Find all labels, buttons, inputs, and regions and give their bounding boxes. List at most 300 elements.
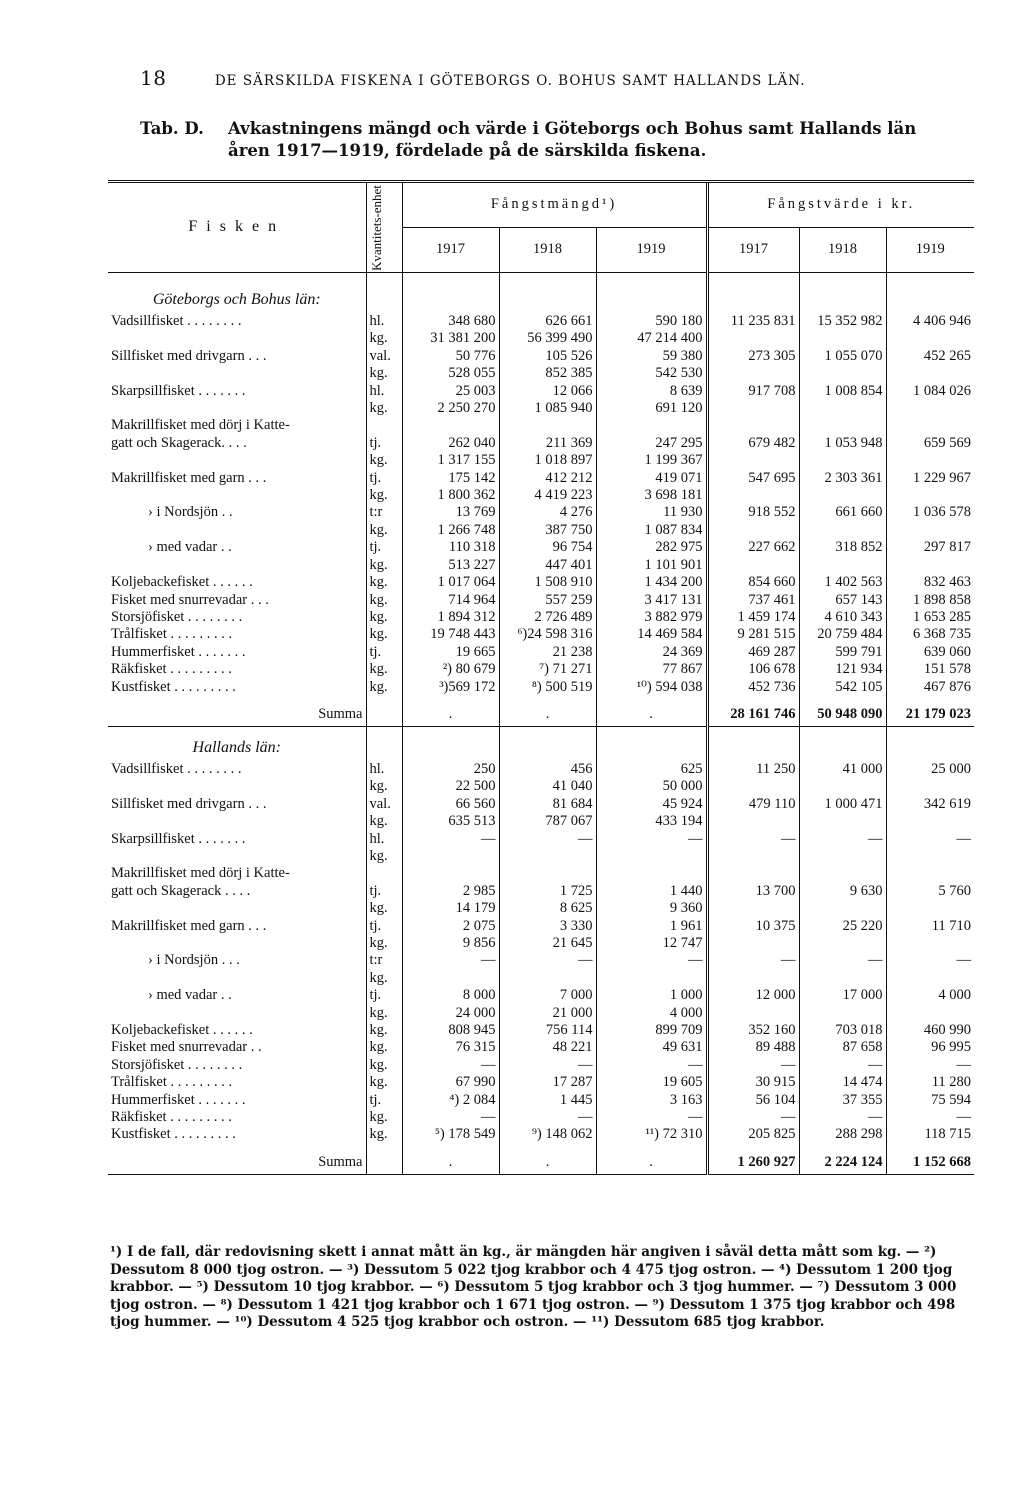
unit-cell: tj. [366,987,402,1004]
empty-cell [499,735,596,761]
value-cell: 20 759 484 [799,626,886,643]
value-cell: 318 852 [799,539,886,556]
empty-cell [366,704,402,727]
table-row [108,574,974,591]
quantity-cell: 412 212 [499,470,596,487]
table-body [108,273,974,1175]
value-cell [707,865,799,882]
quantity-cell: 691 120 [596,400,707,417]
value-cell: 11 280 [886,1074,974,1091]
value-cell [707,417,799,434]
table-row [108,918,974,935]
value-cell [799,557,886,574]
value-cell: 25 220 [799,918,886,935]
value-cell: 205 825 [707,1126,799,1143]
value-cell: 737 461 [707,592,799,609]
table-row [108,1022,974,1039]
fishery-name: Räkfisket . . . . . . . . . [111,1109,232,1126]
value-cell [799,330,886,347]
quantity-cell: — [499,1109,596,1126]
empty-cell [499,287,596,313]
quantity-cell: 1 017 064 [402,574,499,591]
fishery-name [108,778,366,795]
unit-cell: kg. [366,574,402,591]
spacer-cell [799,726,886,735]
spacer-cell [799,1144,886,1152]
value-cell: 121 934 [799,661,886,678]
quantity-cell: 1 440 [596,883,707,900]
quantity-cell: 1 317 155 [402,452,499,469]
value-cell [886,330,974,347]
header-year-varde: 1919 [886,228,974,273]
summa-label: Summa [108,704,366,727]
fishery-name [108,330,366,347]
value-cell: — [886,1109,974,1126]
quantity-cell: 19 605 [596,1074,707,1091]
quantity-cell [402,970,499,987]
table-row [108,970,974,987]
fishery-name: Vadsillfisket . . . . . . . . [111,760,242,777]
summa-quantity: . [499,704,596,727]
fishery-name: Hummerfisket . . . . . . . [111,643,246,660]
value-cell [799,900,886,917]
quantity-cell: 9 360 [596,900,707,917]
fishery-name [108,1005,366,1022]
table-row [108,557,974,574]
fishery-name: Koljebackefisket . . . . . . [111,574,253,591]
value-cell [799,365,886,382]
quantity-cell: 1 101 901 [596,557,707,574]
value-cell [707,778,799,795]
value-cell: 542 105 [799,679,886,696]
quantity-cell: 3 882 979 [596,609,707,626]
value-cell: 352 160 [707,1022,799,1039]
table-caption [140,118,980,162]
spacer-cell [366,726,402,735]
quantity-cell: — [596,1109,707,1126]
value-cell [886,487,974,504]
fishery-name: › i Nordsjön . . . [148,952,240,969]
value-cell [886,522,974,539]
value-cell [799,452,886,469]
quantity-cell: 1 725 [499,883,596,900]
quantity-cell [596,848,707,865]
quantity-cell: 3 330 [499,918,596,935]
table-row [108,778,974,795]
fishery-name: Sillfisket med drivgarn . . . [111,795,267,812]
unit-cell: kg. [366,900,402,917]
unit-cell: kg. [366,679,402,696]
spacer-cell [499,696,596,704]
unit-cell: tj. [366,918,402,935]
unit-cell: kg. [366,813,402,830]
quantity-cell: 14 179 [402,900,499,917]
quantity-cell: 59 380 [596,348,707,365]
table-row [108,400,974,417]
value-cell [886,970,974,987]
quantity-cell: 2 075 [402,918,499,935]
unit-cell: kg. [366,1022,402,1039]
quantity-cell: — [596,1057,707,1074]
fishery-name [108,452,366,469]
value-cell [886,865,974,882]
header-fisken: Fisken [108,182,366,273]
quantity-cell: 590 180 [596,313,707,330]
quantity-cell: 14 469 584 [596,626,707,643]
quantity-cell [499,970,596,987]
header-year-mangd: 1918 [499,228,596,273]
quantity-cell: 96 754 [499,539,596,556]
value-cell: 87 658 [799,1039,886,1056]
quantity-cell: 1 199 367 [596,452,707,469]
value-cell: — [707,1109,799,1126]
quantity-cell: 456 [499,761,596,778]
quantity-cell: — [596,831,707,848]
empty-cell [366,287,402,313]
fishery-name: Koljebackefisket . . . . . . [111,1022,253,1039]
table-row [108,504,974,521]
spacer-cell [596,726,707,735]
value-cell: 37 355 [799,1092,886,1109]
spacer-cell [596,1144,707,1152]
value-cell: 10 375 [707,918,799,935]
quantity-cell: ⁵) 178 549 [402,1126,499,1143]
quantity-cell: 542 530 [596,365,707,382]
section-row [108,735,974,761]
unit-cell: hl. [366,831,402,848]
quantity-cell: 4 419 223 [499,487,596,504]
value-cell [707,900,799,917]
quantity-cell: 17 287 [499,1074,596,1091]
fishery-name: Trålfisket . . . . . . . . . [111,626,233,643]
unit-cell: kg. [366,1005,402,1022]
quantity-cell: 387 750 [499,522,596,539]
quantity-cell: 2 985 [402,883,499,900]
value-cell: 25 000 [886,761,974,778]
quantity-cell: 714 964 [402,592,499,609]
table-row [108,539,974,556]
value-cell: 639 060 [886,644,974,661]
table-row [108,626,974,643]
value-cell: 2 303 361 [799,470,886,487]
quantity-cell: 81 684 [499,796,596,813]
unit-cell: kg. [366,522,402,539]
empty-cell [402,287,499,313]
value-cell [707,848,799,865]
quantity-cell: 2 250 270 [402,400,499,417]
table-row [108,365,974,382]
spacer-row [108,726,974,735]
table-row [108,987,974,1004]
fishery-name: Sillfisket med drivgarn . . . [111,347,267,364]
unit-cell: val. [366,348,402,365]
quantity-cell: 1 434 200 [596,574,707,591]
value-cell: 918 552 [707,504,799,521]
value-cell: — [707,952,799,969]
quantity-cell: — [499,1057,596,1074]
value-cell: 659 569 [886,435,974,452]
quantity-cell: 41 040 [499,778,596,795]
unit-cell: tj. [366,1092,402,1109]
value-cell: 547 695 [707,470,799,487]
table-row [108,679,974,696]
section-row [108,287,974,313]
value-cell: 9 281 515 [707,626,799,643]
table-row [108,417,974,434]
value-cell: 1 459 174 [707,609,799,626]
value-cell: 703 018 [799,1022,886,1039]
quantity-cell: 348 680 [402,313,499,330]
quantity-cell: — [596,952,707,969]
value-cell [886,935,974,952]
value-cell: 14 474 [799,1074,886,1091]
unit-cell: tj. [366,539,402,556]
empty-cell [799,287,886,313]
value-cell [799,1005,886,1022]
spacer-cell [402,726,499,735]
spacer-cell [707,726,799,735]
empty-cell [366,735,402,761]
value-cell: 288 298 [799,1126,886,1143]
empty-cell [366,1152,402,1175]
quantity-cell: ⁹) 148 062 [499,1126,596,1143]
header-fangstmangd: Fångstmängd¹) [402,182,707,228]
value-cell [707,522,799,539]
value-cell: 1 008 854 [799,383,886,400]
table-row [108,1005,974,1022]
value-cell: 297 817 [886,539,974,556]
value-cell [799,487,886,504]
value-cell: 15 352 982 [799,313,886,330]
value-cell: 5 760 [886,883,974,900]
quantity-cell: 47 214 400 [596,330,707,347]
table-row [108,661,974,678]
table-row [108,348,974,365]
value-cell [886,452,974,469]
quantity-cell: ⁶)24 598 316 [499,626,596,643]
value-cell: 56 104 [707,1092,799,1109]
fishery-name: Fisket med snurrevadar . . [111,1039,262,1056]
fishery-name: › med vadar . . [148,987,232,1004]
value-cell: — [707,1057,799,1074]
quantity-cell: 12 747 [596,935,707,952]
quantity-cell: 31 381 200 [402,330,499,347]
quantity-cell: 4 000 [596,1005,707,1022]
quantity-cell [402,865,499,882]
quantity-cell: 77 867 [596,661,707,678]
unit-cell: kg. [366,365,402,382]
spacer-cell [886,696,974,704]
quantity-cell: 899 709 [596,1022,707,1039]
quantity-cell: 21 645 [499,935,596,952]
fishery-name: gatt och Skagerack. . . . [111,434,247,451]
table-row [108,644,974,661]
quantity-cell: — [402,831,499,848]
value-cell: 13 700 [707,883,799,900]
fishery-name [108,848,366,865]
quantity-cell: 513 227 [402,557,499,574]
unit-cell: hl. [366,383,402,400]
quantity-cell [596,865,707,882]
value-cell [886,848,974,865]
spacer-cell [402,1144,499,1152]
fisheries-table [108,180,974,1175]
summa-row [108,704,974,727]
spacer-cell [366,273,402,288]
unit-cell: kg. [366,1039,402,1056]
unit-cell [366,417,402,434]
quantity-cell: 66 560 [402,796,499,813]
page-number: 18 [140,66,167,90]
value-cell [799,970,886,987]
header-year-varde: 1918 [799,228,886,273]
summa-value: 1 152 668 [886,1152,974,1175]
empty-cell [886,735,974,761]
value-cell: 917 708 [707,383,799,400]
spacer-cell [799,696,886,704]
value-cell: 96 995 [886,1039,974,1056]
value-cell: 599 791 [799,644,886,661]
value-cell: 1 084 026 [886,383,974,400]
quantity-cell: 4 276 [499,504,596,521]
value-cell: — [886,952,974,969]
table-row [108,883,974,900]
fishery-name: Kustfisket . . . . . . . . . [111,1126,236,1143]
empty-cell [707,735,799,761]
value-cell: 11 235 831 [707,313,799,330]
quantity-cell [596,417,707,434]
unit-cell: tj. [366,883,402,900]
header-fangstvarde: Fångstvärde i kr. [707,182,974,228]
summa-quantity: . [499,1152,596,1175]
fishery-name: › med vadar . . [148,539,232,556]
spacer-cell [366,696,402,704]
spacer-cell [707,696,799,704]
quantity-cell: 7 000 [499,987,596,1004]
unit-cell: hl. [366,313,402,330]
quantity-cell: 433 194 [596,813,707,830]
quantity-cell: 262 040 [402,435,499,452]
quantity-cell: 105 526 [499,348,596,365]
spacer-cell [886,1144,974,1152]
table-row [108,487,974,504]
quantity-cell [499,417,596,434]
fishery-name: Skarpsillfisket . . . . . . . [111,382,246,399]
value-cell: — [799,952,886,969]
unit-cell: kg. [366,935,402,952]
quantity-cell: 3 417 131 [596,592,707,609]
quantity-cell: 211 369 [499,435,596,452]
quantity-cell: 1 087 834 [596,522,707,539]
spacer-row [108,696,974,704]
value-cell: 469 287 [707,644,799,661]
value-cell: 89 488 [707,1039,799,1056]
table-row [108,761,974,778]
value-cell: 12 000 [707,987,799,1004]
unit-cell: hl. [366,761,402,778]
spacer-cell [108,273,366,288]
fishery-name: Fisket med snurrevadar . . . [111,591,269,608]
summa-value: 2 224 124 [799,1152,886,1175]
unit-cell: kg. [366,661,402,678]
value-cell: 854 660 [707,574,799,591]
quantity-cell: 8 639 [596,383,707,400]
quantity-cell: 528 055 [402,365,499,382]
value-cell: 6 368 735 [886,626,974,643]
unit-cell: tj. [366,644,402,661]
fishery-name [108,365,366,382]
value-cell: 75 594 [886,1092,974,1109]
value-cell [707,400,799,417]
value-cell [886,557,974,574]
spacer-cell [402,273,499,288]
header-unit: Kvantitets-enhet [366,182,402,273]
quantity-cell: 447 401 [499,557,596,574]
caption-line-1: Avkastningens mängd och värde i Göteborgs och Bohus samt Hallands län [228,119,917,138]
quantity-cell: 557 259 [499,592,596,609]
spacer-cell [108,1144,366,1152]
value-cell: 661 660 [799,504,886,521]
value-cell: 460 990 [886,1022,974,1039]
unit-cell: kg. [366,1126,402,1143]
spacer-cell [108,696,366,704]
value-cell [799,865,886,882]
summa-quantity: . [402,704,499,727]
spacer-cell [499,273,596,288]
spacer-row [108,1144,974,1152]
quantity-cell: 25 003 [402,383,499,400]
quantity-cell: 3 163 [596,1092,707,1109]
quantity-cell: 626 661 [499,313,596,330]
fishery-name: Storsjöfisket . . . . . . . . [111,1056,243,1073]
quantity-cell [596,970,707,987]
quantity-cell: 1 445 [499,1092,596,1109]
quantity-cell: 756 114 [499,1022,596,1039]
quantity-cell: 8 000 [402,987,499,1004]
value-cell: 1 653 285 [886,609,974,626]
fishery-name: › i Nordsjön . . [148,504,233,521]
value-cell: 106 678 [707,661,799,678]
fishery-name [108,813,366,830]
quantity-cell [402,417,499,434]
quantity-cell: 1 800 362 [402,487,499,504]
unit-cell: kg. [366,778,402,795]
quantity-cell: ²) 80 679 [402,661,499,678]
value-cell: 342 619 [886,796,974,813]
value-cell [799,813,886,830]
fishery-name [108,970,366,987]
value-cell [799,522,886,539]
quantity-cell: 635 513 [402,813,499,830]
value-cell: 1 053 948 [799,435,886,452]
quantity-cell: 808 945 [402,1022,499,1039]
quantity-cell: 67 990 [402,1074,499,1091]
value-cell [707,557,799,574]
value-cell [886,417,974,434]
quantity-cell: 1 266 748 [402,522,499,539]
empty-cell [402,735,499,761]
quantity-cell: 45 924 [596,796,707,813]
quantity-cell: 19 665 [402,644,499,661]
table-row [108,609,974,626]
running-header [140,66,806,90]
spacer-row [108,273,974,288]
value-cell [886,400,974,417]
fishery-name: Makrillfisket med dörj i Katte- [111,417,290,434]
quantity-cell: 49 631 [596,1039,707,1056]
summa-value: 50 948 090 [799,704,886,727]
table-row [108,1092,974,1109]
